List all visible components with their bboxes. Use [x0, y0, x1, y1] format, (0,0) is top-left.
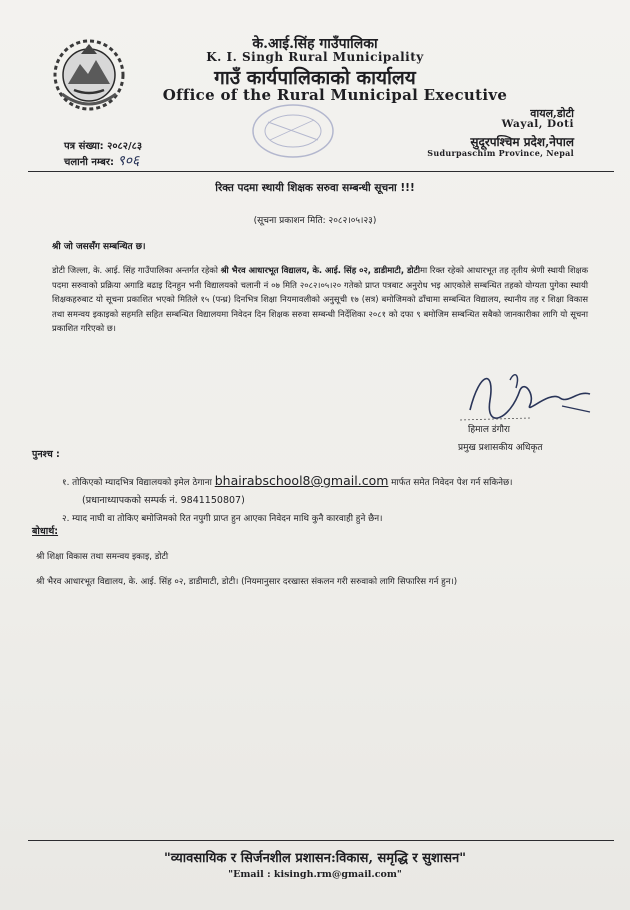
- principal-contact: (प्रधानाध्यापकको सम्पर्क नं. 9841150807): [82, 495, 245, 506]
- cc-heading: बोधार्थ:: [32, 526, 59, 537]
- signatory-name: हिमाल डंगौरा: [468, 425, 511, 435]
- postscript-item-1: [62, 473, 602, 488]
- body-part1: डोटी जिल्ला, के. आई. सिंह गाउँपालिका अन्तर्गत रहेको: [52, 265, 221, 275]
- dispatch-number-handwritten: ९०६: [117, 153, 140, 169]
- office-name-english: Office of the Rural Municipal Executive: [162, 86, 508, 104]
- footer-divider: [28, 840, 614, 841]
- publication-date: (सूचना प्रकाशन मिति: २०८२।०५।२३): [253, 216, 377, 226]
- address-english: Wayal, Doti: [501, 118, 574, 130]
- item1-prefix: १. तोकिएको म्यादभित्र विद्यालयको इमेल ठेगाना: [62, 478, 215, 488]
- body-part2: मा रिक्त रहेको आधारभूत तह तृतीय श्रेणी स्थायी शिक्षक पदमा सरुवाको प्रक्रिया अगाडि बढाइ दिनहुन भनी विद्यालयको चलानी नं ०७ मिति २०८२।०५।२० गतेको प्राप्त पत्रबाट अनुरोध भइ आएकोले सम्बन्धित तहको योग्यता पुगेका स्थायी शिक्षकहरुबाट यो सूचना प्रकाशित भएको मितिले १५ (पन्ध्र) दिनभित्र शिक्षा नियमावलीको अनुसूची १७ (सत्र) बमोजिमको ढाँचामा सम्बन्धित विद्यालय, स्थानीय तह र शिक्षा विकास तथा समन्वय इकाइको सहमति सहित सम्बन्धित विद्यालयमा निवेदन दिन शिक्षक सरुवा सम्बन्धी निर्देशिका २०८१ को दफा ९ बमोजिम सम्बन्धित सबैको जानकारीका लागि यो सूचना प्रकाशित गरिएको छ।: [52, 265, 588, 334]
- notice-subject: रिक्त पदमा स्थायी शिक्षक सरुवा सम्बन्धी सूचना !!!: [215, 182, 415, 194]
- office-name-nepali: गाउँ कार्यपालिकाको कार्यालय: [214, 67, 416, 89]
- postscript-heading: पुनश्च :: [32, 449, 60, 460]
- school-email-link[interactable]: bhairabschool8@gmail.com: [214, 473, 389, 488]
- footer-email: "Email : kisingh.rm@gmail.com": [228, 869, 402, 880]
- municipality-name-english: K. I. Singh Rural Municipality: [206, 50, 424, 64]
- school-name-bold: श्री भैरव आधारभूत विद्यालय, के. आई. सिंह ०२, डाडीमाटी, डोटी: [220, 265, 420, 275]
- salutation: श्री जो जससँग सम्बन्धित छ।: [52, 242, 146, 252]
- address-nepali: वायल,डोटी: [530, 107, 574, 120]
- office-seal-stamp: [248, 100, 338, 162]
- item1-suffix: मार्फत समेत निवेदन पेश गर्न सकिनेछ।: [388, 478, 513, 488]
- province-nepali: सुदूरपश्चिम प्रदेश,नेपाल: [470, 135, 574, 149]
- footer-slogan: "व्यावसायिक र सिर्जनशील प्रशासन:विकास, समृद्धि र सुशासन": [164, 851, 466, 866]
- notice-body: [52, 263, 588, 336]
- postscript-item-2: २. म्याद नाघी वा तोकिए बमोजिमको रित नपुगी प्राप्त हुन आएका निवेदन माथि कुनै कारवाही हुने छैन।: [62, 514, 383, 524]
- cc-line-1: श्री शिक्षा विकास तथा समन्वय इकाइ, डोटी: [36, 552, 169, 562]
- signatory-title: प्रमुख प्रशासकीय अधिकृत: [458, 443, 543, 453]
- province-english: Sudurpaschim Province, Nepal: [427, 148, 574, 158]
- letter-number: पत्र संख्या: २०८२/८३: [64, 141, 143, 152]
- dispatch-number-label: [64, 151, 139, 170]
- municipality-name-nepali: के.आई.सिंह गाउँपालिका: [252, 36, 378, 52]
- dispatch-label: चलानी नम्बर:: [64, 157, 114, 168]
- cc-line-2: श्री भैरव आधारभूत विद्यालय, के. आई. सिंह ०२, डाडीमाटी, डोटी। (नियमानुसार दरखास्त संकलन गरी सरुवाको लागि सिफारिस गर्न हुन।): [36, 577, 458, 587]
- header-divider: [28, 171, 614, 172]
